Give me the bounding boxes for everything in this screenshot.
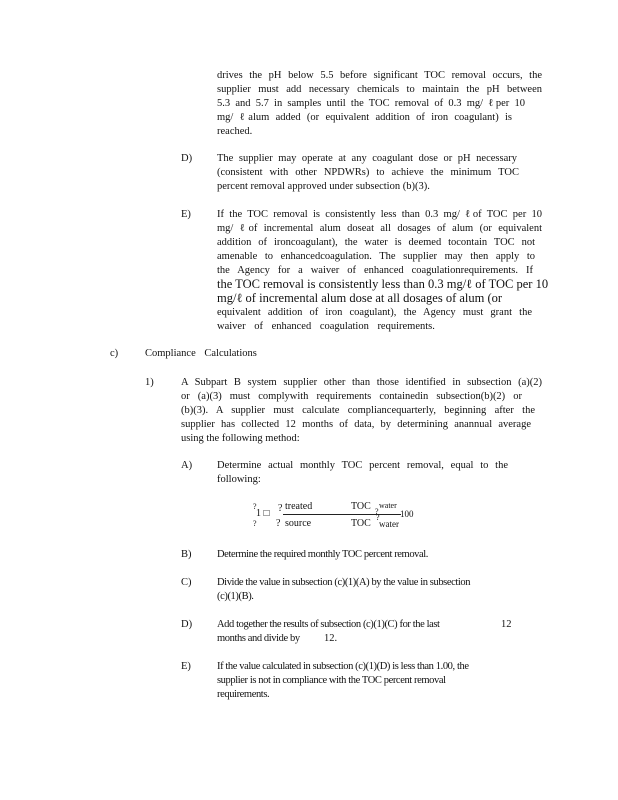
text-line: Determine actual monthly TOC percent removal, equal to the xyxy=(217,460,508,471)
item-label: E) xyxy=(181,209,191,220)
section-label: c) xyxy=(110,348,119,359)
item-label: D) xyxy=(181,153,193,164)
one-minus: 1 □ xyxy=(256,508,270,519)
bracket-glyph: ? xyxy=(375,507,379,516)
text-line: requirements. xyxy=(217,689,270,700)
text-line: (c)(1)(B). xyxy=(217,591,254,602)
text-line: using the following method: xyxy=(181,433,300,444)
numerator-treated: treated xyxy=(285,501,313,512)
text-line: If the TOC removal is consistently less than 0.3 mg/ ℓof TOC per 10 xyxy=(217,209,542,220)
text-line: 5.3 and 5.7 in samples until the TOC removal of 0.3 mg/ ℓper 10 xyxy=(217,98,525,109)
text-line: (b)(3). A supplier must calculate compliancequarterly, beginning after the xyxy=(181,405,535,416)
item-label: B) xyxy=(181,549,192,560)
text-line: the Agency for a waiver of enhanced coagulationrequirements. If xyxy=(217,265,533,276)
numerator-toc: TOC xyxy=(351,501,371,512)
text-line: (consistent with other NPDWRs) to achieve the minimum TOC xyxy=(217,167,519,178)
text-line: Determine the required monthly TOC percent removal. xyxy=(217,549,429,560)
denominator-toc: TOC xyxy=(351,518,371,529)
text-line: following: xyxy=(217,474,261,485)
text-line: supplier has collected 12 months of data, by determining anannual average xyxy=(181,419,531,430)
text-line: amenable to enhancedcoagulation. The supplier may then apply to xyxy=(217,251,535,262)
item-label: A) xyxy=(181,460,193,471)
text-line: mg/ ℓalum added (or equivalent addition of iron coagulant) is xyxy=(217,112,512,123)
text-line-tail: 12. xyxy=(324,633,338,644)
text-line: Add together the results of subsection (c)(1)(C) for the last xyxy=(217,619,440,630)
text-line: drives the pH below 5.5 before significant TOC removal occurs, the xyxy=(217,70,542,81)
section-heading: Compliance Calculations xyxy=(145,348,257,359)
text-line: supplier is not in compliance with the TOC percent removal xyxy=(217,675,446,686)
text-line: If the value calculated in subsection (c)(1)(D) is less than 1.00, the xyxy=(217,661,469,672)
text-line: Divide the value in subsection (c)(1)(A) by the value in subsection xyxy=(217,577,471,588)
denominator-water: water xyxy=(379,519,399,529)
denominator-source: source xyxy=(285,518,312,529)
bracket-glyph: ? xyxy=(278,503,283,514)
bracket-glyph: ? xyxy=(376,513,380,522)
text-line: reached. xyxy=(217,126,253,137)
text-line: percent removal approved under subsection (b)(3). xyxy=(217,181,430,192)
item-label: C) xyxy=(181,577,192,588)
text-line: or (a)(3) must complywith requirements containedin subsection(b)(2) or xyxy=(181,391,522,402)
text-line: addition of ironcoagulant), the water is deemed tocontain TOC not xyxy=(217,237,535,248)
bracket-glyph: ? xyxy=(253,519,257,528)
bracket-glyph: ? xyxy=(276,518,281,529)
text-line: months and divide by xyxy=(217,633,300,644)
text-line: the TOC removal is consistently less than 0.3 mg/ℓ of TOC per 10 xyxy=(217,277,549,291)
text-line: The supplier may operate at any coagulant dose or pH necessary xyxy=(217,153,517,164)
item-label: D) xyxy=(181,619,193,630)
text-line: equivalent addition of iron coagulant), the Agency must grant the xyxy=(217,307,532,318)
text-line: supplier must add necessary chemicals to maintain the pH between xyxy=(217,84,542,95)
numerator-water: water xyxy=(379,501,397,510)
bracket-glyph: ? xyxy=(253,502,257,511)
fraction-bar xyxy=(283,514,401,515)
item-label: 1) xyxy=(145,377,154,388)
text-line-tail: 12 xyxy=(501,619,512,630)
text-line: A Subpart B system supplier other than those identified in subsection (a)(2) xyxy=(181,377,542,388)
text-line: mg/ ℓof incremental alum doseat all dosages of alum (or equivalent xyxy=(217,223,542,234)
times-100: 100 xyxy=(400,509,414,519)
text-line: mg/ℓ of incremental alum dose at all dosages of alum (or xyxy=(217,291,503,305)
text-line: waiver of enhanced coagulation requirements. xyxy=(217,321,435,332)
item-label: E) xyxy=(181,661,191,672)
